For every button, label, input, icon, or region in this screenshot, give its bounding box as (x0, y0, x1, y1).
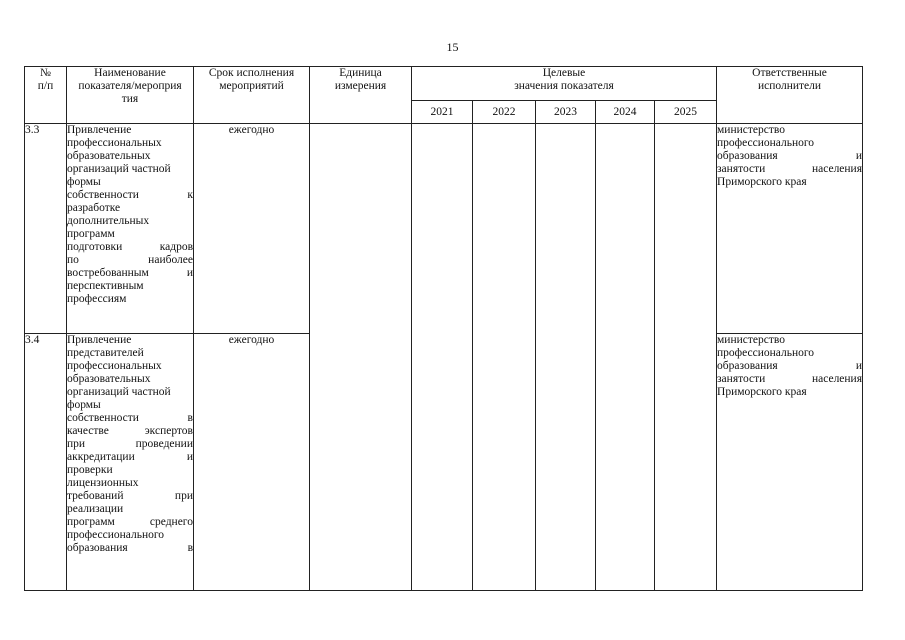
text-line: Приморского края (717, 176, 807, 188)
text-line: подготовки кадров (67, 241, 193, 253)
header-line: Единица (339, 67, 382, 79)
header-line: Целевые (542, 67, 586, 79)
text-line: перспективным (67, 280, 144, 292)
row-number: 3.3 (25, 124, 67, 334)
header-year-2022: 2022 (473, 101, 536, 124)
text-line: занятости населения (717, 163, 863, 175)
text-line: министерство (717, 124, 785, 136)
header-line: Срок исполнения (208, 67, 295, 79)
text-line: образования и (717, 150, 863, 162)
text-line: формы (67, 176, 101, 188)
text-line: организаций частной (67, 163, 171, 175)
header-term (194, 67, 310, 124)
page-number: 15 (446, 40, 459, 54)
row-term: ежегодно (194, 334, 310, 591)
text-line: образовательных (67, 373, 151, 385)
text-line: по наиболее (67, 254, 193, 266)
text-line: организаций частной (67, 386, 171, 398)
text-line: при проведении (67, 438, 193, 450)
row-responsible (717, 334, 863, 591)
header-line: п/п (37, 80, 54, 92)
header-target (412, 67, 717, 101)
row-unit (310, 124, 412, 591)
header-line: Ответственные (752, 67, 827, 79)
header-unit (310, 67, 412, 124)
text-line: образовательных (67, 150, 151, 162)
year-value-2022 (473, 124, 536, 591)
header-line: мероприятий (219, 80, 284, 92)
text-line: требований при (67, 490, 193, 502)
text-line: собственности к (67, 189, 193, 201)
header-line: тия (121, 93, 139, 105)
year-value-2023 (536, 124, 596, 591)
header-num (25, 67, 67, 124)
text-line: образования и (717, 360, 863, 372)
row-term: ежегодно (194, 124, 310, 334)
text-line: аккредитации и (67, 451, 193, 463)
header-name (67, 67, 194, 124)
year-value-2024 (596, 124, 655, 591)
header-year-2023: 2023 (536, 101, 596, 124)
table-row (25, 124, 863, 334)
header-year-2024: 2024 (596, 101, 655, 124)
text-line: дополнительных (67, 215, 150, 227)
header-line: исполнители (757, 80, 822, 92)
text-line: собственности в (67, 412, 193, 424)
text-line: представителей (67, 347, 144, 359)
text-line: Приморского края (717, 386, 807, 398)
text-line: Привлечение (67, 124, 132, 136)
row-responsible (717, 124, 863, 334)
header-line: значения показателя (514, 80, 614, 92)
text-line: формы (67, 399, 101, 411)
year-value-2021 (412, 124, 473, 591)
text-line: разработке (67, 202, 121, 214)
text-line: программ (67, 228, 115, 240)
text-line: востребованным и (67, 267, 193, 279)
text-line: качестве экспертов (67, 425, 193, 437)
text-line: профессиональных (67, 360, 162, 372)
indicators-table (24, 66, 863, 591)
text-line: образования в (67, 542, 193, 554)
text-line: лицензионных (67, 477, 139, 489)
text-line: профессионального (717, 347, 815, 359)
text-line: проверки (67, 464, 113, 476)
header-line: показателя/мероприя (78, 80, 182, 92)
text-line: программ среднего (67, 516, 193, 528)
header-line: измерения (334, 80, 387, 92)
text-line: профессиональных (67, 137, 162, 149)
row-number: 3.4 (25, 334, 67, 591)
header-line: № (40, 67, 51, 79)
header-year-2025: 2025 (655, 101, 717, 124)
year-value-2025 (655, 124, 717, 591)
text-line: реализации (67, 503, 124, 515)
text-line: профессиям (67, 293, 127, 305)
header-responsible (717, 67, 863, 124)
row-name (67, 334, 194, 591)
text-line: министерство (717, 334, 785, 346)
header-line: Наименование (94, 67, 166, 79)
text-line: Привлечение (67, 334, 132, 346)
text-line: профессионального (67, 529, 165, 541)
text-line: занятости населения (717, 373, 863, 385)
header-year-2021: 2021 (412, 101, 473, 124)
text-line: профессионального (717, 137, 815, 149)
row-name (67, 124, 194, 334)
